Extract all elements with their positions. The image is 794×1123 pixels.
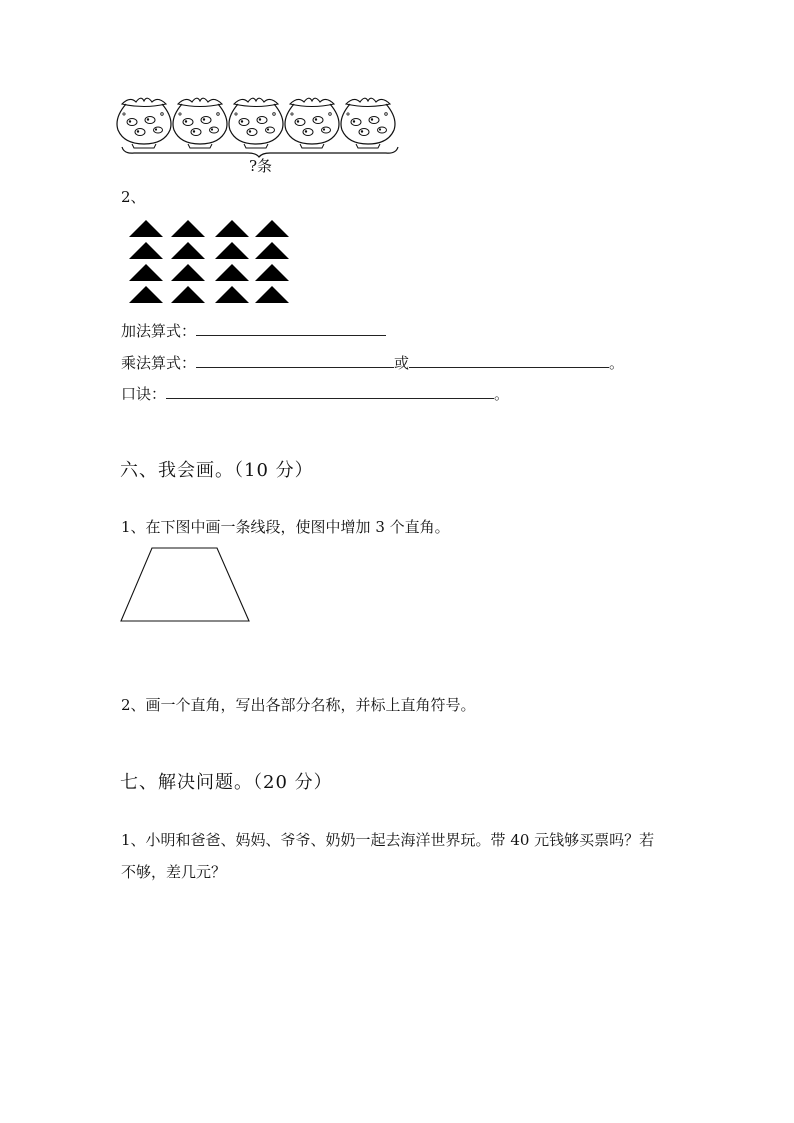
black-triangle (255, 286, 289, 303)
addition-row (121, 321, 386, 341)
multiplication-answer-blank-2[interactable] (409, 353, 609, 368)
black-triangle (171, 264, 205, 281)
black-triangle (255, 242, 289, 259)
section-7-title: 七、解决问题。（20 分） (120, 772, 333, 793)
addition-label: 加法算式： (121, 322, 197, 340)
section-6-question-1: 1、在下图中画一条线段，使图中增加 3 个直角。 (121, 518, 450, 536)
fish-bowl (229, 98, 283, 148)
section-7-question-1-line-1: 1、小明和爸爸、妈妈、爷爷、奶奶一起去海洋世界玩。带 40 元钱够买票吗？若 (121, 831, 655, 849)
fish-count-label: ?条 (249, 157, 273, 175)
triangles-figure (128, 218, 298, 310)
section-6-question-2: 2、画一个直角，写出各部分名称，并标上直角符号。 (121, 696, 476, 714)
multiplication-row (121, 353, 624, 373)
multiplication-end: 。 (609, 354, 625, 372)
black-triangle (129, 220, 163, 237)
black-triangle (171, 220, 205, 237)
black-triangle (215, 286, 249, 303)
black-triangle (129, 242, 163, 259)
addition-answer-blank[interactable] (196, 321, 386, 336)
black-triangle (171, 242, 205, 259)
black-triangle (129, 264, 163, 281)
black-triangle (171, 286, 205, 303)
question-2-number: 2、 (121, 188, 146, 206)
black-triangle (215, 264, 249, 281)
trapezoid-figure (118, 544, 254, 626)
black-triangle (255, 220, 289, 237)
multiplication-answer-blank-1[interactable] (196, 353, 394, 368)
fish-bowls-figure (110, 92, 410, 160)
fish-bowl (173, 98, 227, 148)
multiplication-connector: 或 (394, 354, 410, 372)
black-triangle (129, 286, 163, 303)
black-triangle (215, 242, 249, 259)
mnemonic-label: 口诀： (121, 385, 167, 403)
fish-bowl (285, 98, 339, 148)
black-triangle (255, 264, 289, 281)
fish-bowl (117, 98, 171, 148)
section-7-question-1-line-2: 不够，差几元？ (121, 863, 227, 881)
multiplication-label: 乘法算式： (121, 354, 197, 372)
black-triangle (215, 220, 249, 237)
mnemonic-end: 。 (494, 385, 510, 403)
mnemonic-row (121, 384, 509, 404)
fish-bowl (341, 98, 395, 148)
mnemonic-answer-blank[interactable] (166, 384, 494, 399)
section-6-title: 六、我会画。（10 分） (120, 460, 314, 481)
